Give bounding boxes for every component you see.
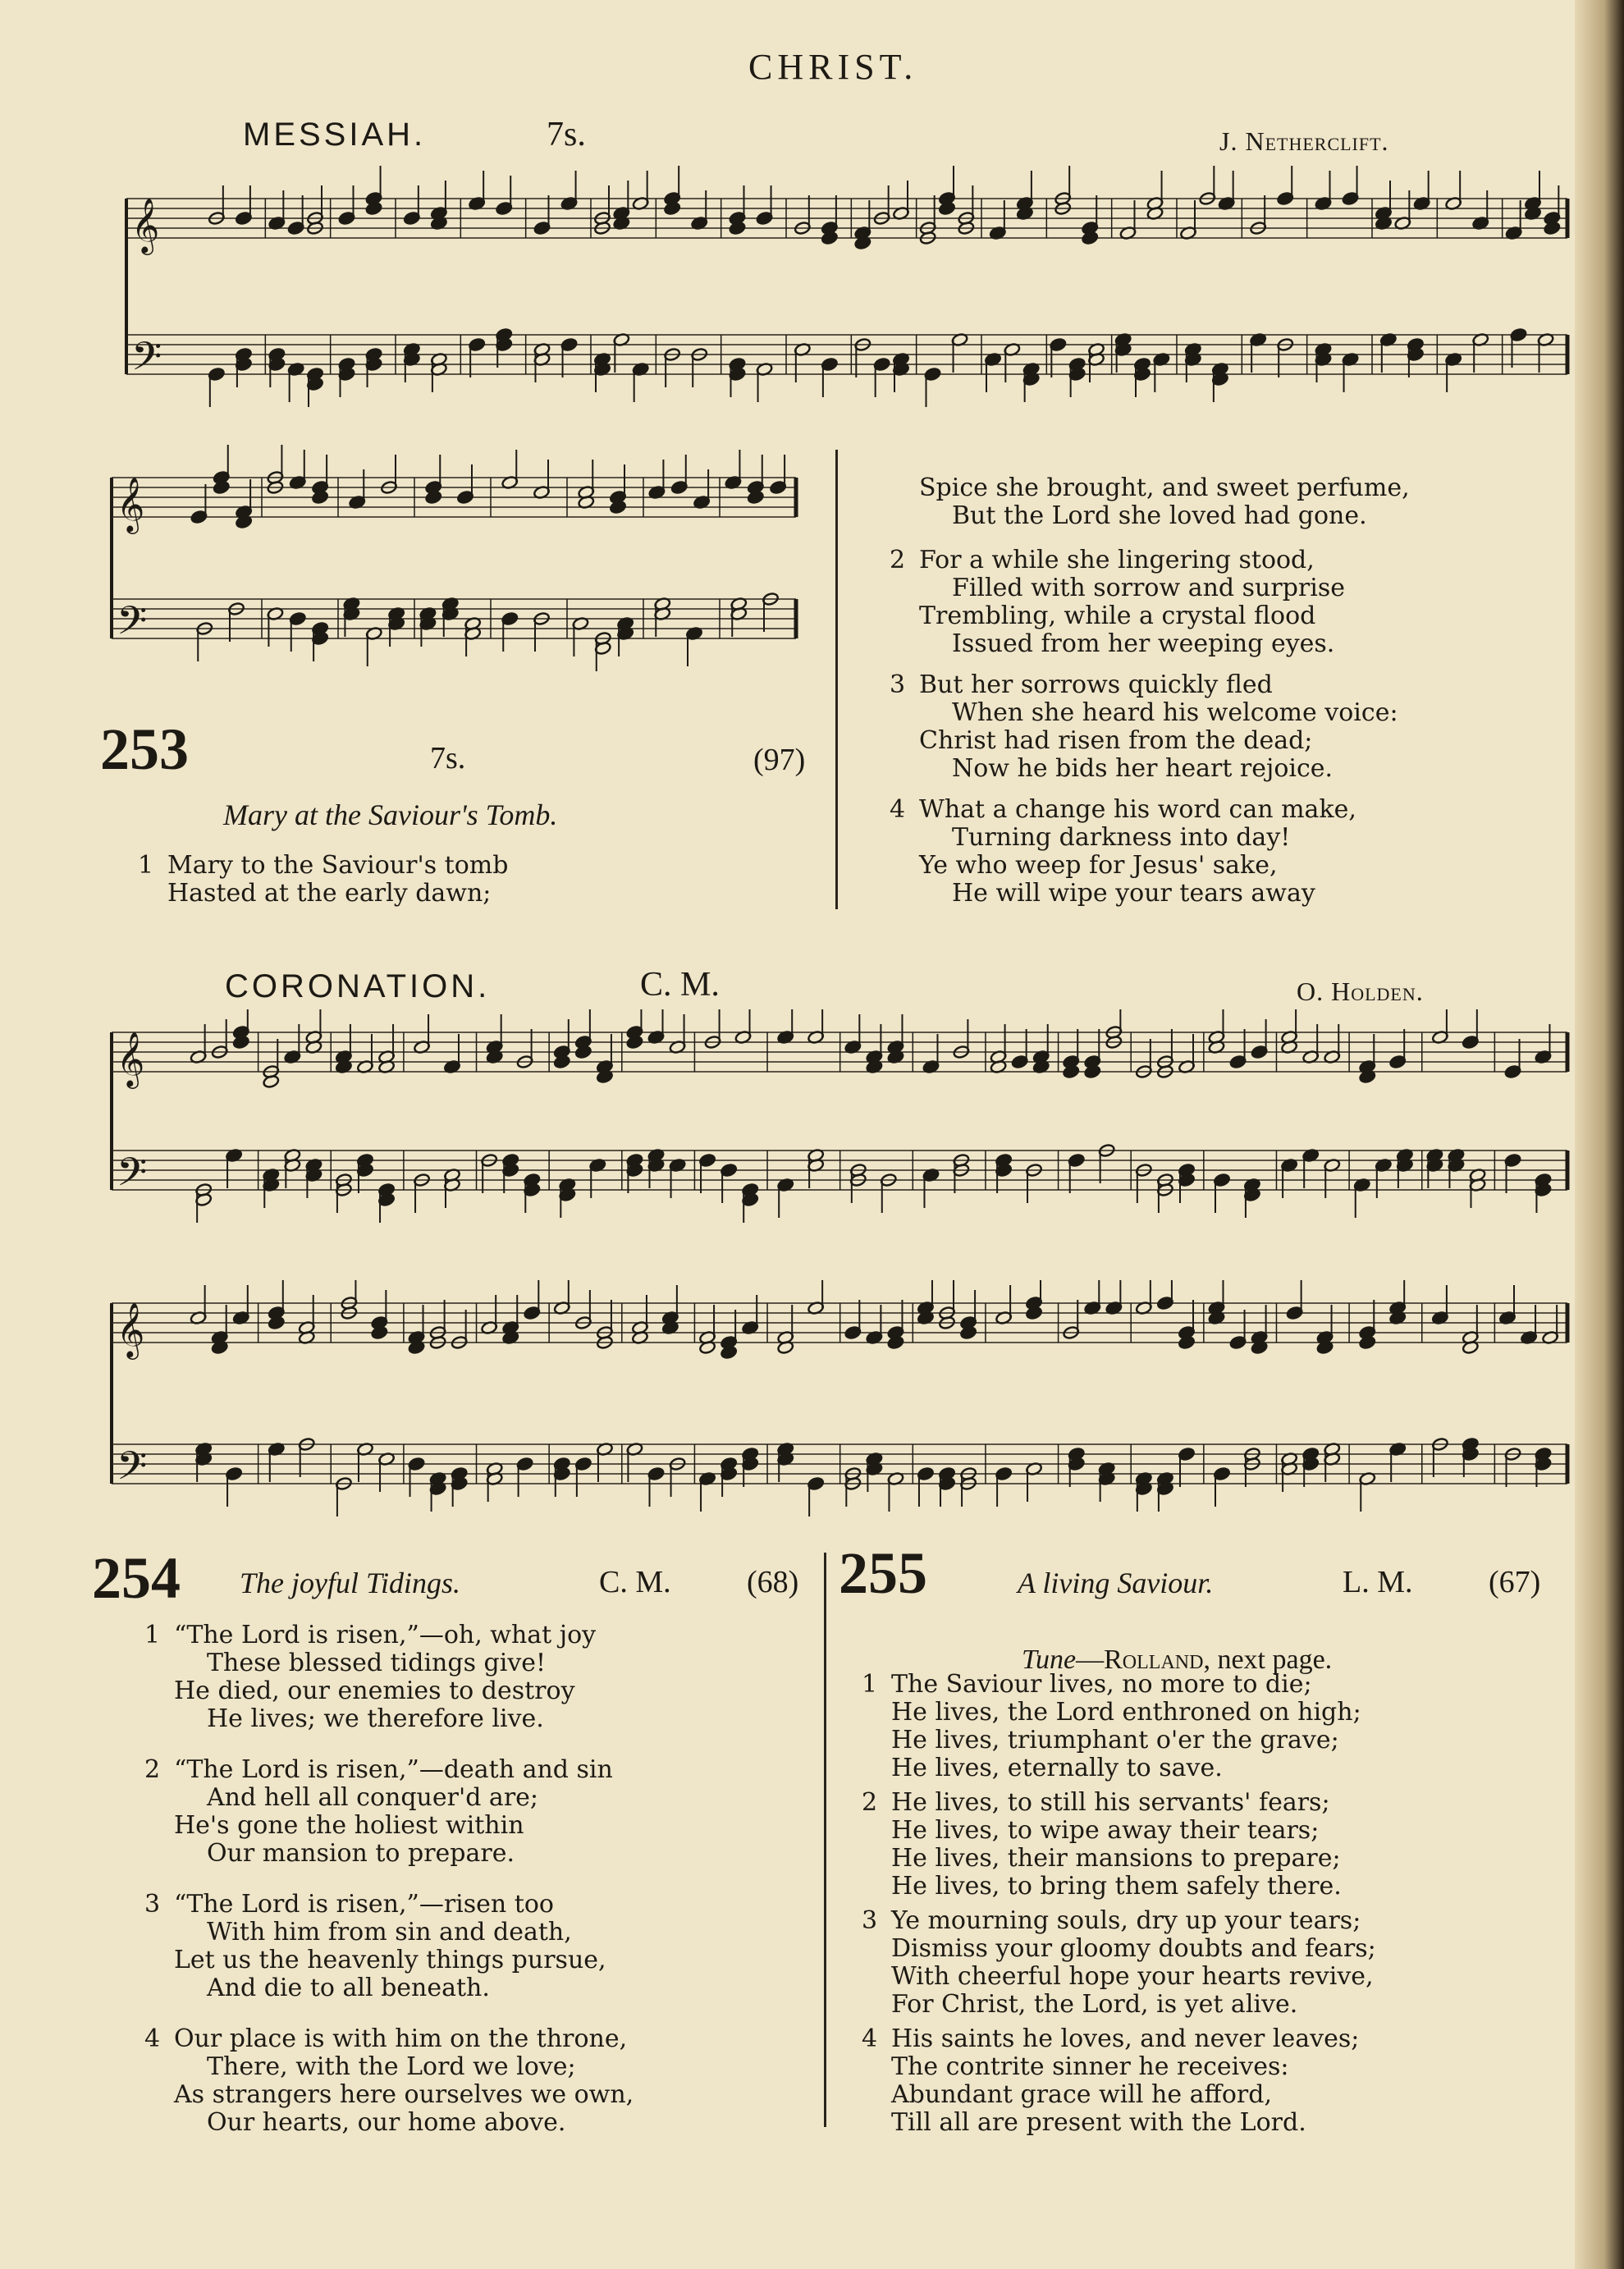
- svg-text:𝄞: 𝄞: [117, 1031, 145, 1086]
- hymn-title-253: Mary at the Saviour's Tomb.: [223, 798, 558, 831]
- messiah-system-2: [112, 445, 796, 671]
- verse-255-4: [862, 2025, 1584, 2137]
- tune-meter-coronation: C. M.: [640, 966, 720, 1004]
- verse-254-1: [144, 1622, 817, 1733]
- verse-line: And die to all beneath.: [207, 1974, 490, 2002]
- verse-line: When she heard his welcome voice:: [952, 698, 1398, 727]
- messiah-system-1: [126, 166, 1567, 407]
- column-divider-upper: [835, 450, 838, 909]
- verse-number: 2: [890, 546, 906, 574]
- verse-253-2: [890, 547, 1546, 658]
- tune-meter-messiah: 7s.: [547, 116, 586, 153]
- verse-number: 2: [144, 1755, 161, 1784]
- verse-line: He died, our enemies to destroy: [174, 1677, 575, 1705]
- tune-title-coronation: CORONATION.: [225, 968, 491, 1004]
- verse-line: Our mansion to prepare.: [207, 1839, 515, 1868]
- hymn-title-254: The joyful Tidings.: [240, 1567, 461, 1599]
- verse-255-3: [862, 1907, 1584, 2019]
- svg-text:𝄢: 𝄢: [117, 1149, 148, 1205]
- verse-line: Ye who weep for Jesus' sake,: [919, 851, 1278, 880]
- verse-line: Turning darkness into day!: [952, 823, 1291, 852]
- verse-number: 1: [138, 851, 154, 880]
- verse-line: Our hearts, our home above.: [207, 2108, 566, 2137]
- verse-line: Let us the heavenly things pursue,: [174, 1946, 606, 1974]
- verse-line: He lives, to wipe away their tears;: [891, 1816, 1320, 1845]
- hymn-meter-255: L. M.: [1343, 1565, 1413, 1599]
- music-score-messiah-ending: [107, 443, 812, 689]
- verse-line: He lives; we therefore live.: [207, 1704, 544, 1733]
- verse-line: These blessed tidings give!: [207, 1649, 547, 1677]
- tune-reference-255: [1008, 1613, 1332, 1676]
- verse-line: With cheerful hope your hearts revive,: [891, 1962, 1374, 1991]
- verse-line: Dismiss your gloomy doubts and fears;: [891, 1934, 1376, 1963]
- verse-line: What a change his word can make,: [919, 795, 1356, 824]
- music-score-messiah: [107, 164, 1584, 435]
- verse-line: There, with the Lord we love;: [207, 2052, 576, 2081]
- verse-line: And hell all conquer'd are;: [207, 1783, 539, 1812]
- svg-text:𝄢: 𝄢: [131, 333, 162, 389]
- hymn-number-255: 255: [839, 1540, 927, 1606]
- verse-line: Filled with sorrow and surprise: [952, 574, 1345, 602]
- section-title: CHRIST.: [748, 47, 918, 87]
- verse-line: As strangers here ourselves we own,: [174, 2080, 634, 2109]
- verse-253-1-cont: [890, 474, 1546, 530]
- verse-253-1: [138, 852, 827, 908]
- hymn-ref-255: (67): [1489, 1565, 1541, 1599]
- hymn-number-253: 253: [100, 716, 189, 782]
- verse-255-2: [862, 1789, 1584, 1901]
- verse-line: He lives, the Lord enthroned on high;: [891, 1698, 1361, 1727]
- verse-254-3: [144, 1891, 817, 2002]
- verse-line: The contrite sinner he receives:: [891, 2052, 1289, 2081]
- hymn-meter-253: 7s.: [430, 741, 466, 775]
- verse-254-4: [144, 2025, 817, 2137]
- verse-line: Christ had risen from the dead;: [919, 726, 1313, 755]
- verse-line: Now he bids her heart rejoice.: [952, 754, 1334, 783]
- verse-line: For a while she lingering stood,: [919, 546, 1315, 574]
- tune-composer-messiah: J. Netherclift.: [1219, 126, 1389, 156]
- hymn-ref-254: (68): [747, 1565, 799, 1599]
- verse-line: Trembling, while a crystal flood: [919, 602, 1316, 630]
- verse-line: He lives, to still his servants' fears;: [891, 1788, 1330, 1817]
- verse-number: 4: [144, 2024, 161, 2053]
- verse-line: But the Lord she loved had gone.: [952, 501, 1367, 530]
- verse-line: “The Lord is risen,”—risen too: [174, 1890, 554, 1919]
- tune-title-messiah: MESSIAH.: [243, 117, 427, 153]
- music-score-coronation-system-1: [107, 1009, 1584, 1256]
- tune-suffix: , next page.: [1203, 1645, 1333, 1675]
- verse-line: Spice she brought, and sweet perfume,: [919, 473, 1410, 502]
- tune-label: Tune: [1022, 1645, 1077, 1675]
- verse-number: 3: [862, 1906, 878, 1935]
- verse-line: Till all are present with the Lord.: [891, 2108, 1306, 2137]
- hymn-ref-253: (97): [753, 743, 806, 777]
- verse-number: 4: [862, 2024, 878, 2053]
- verse-line: He lives, triumphant o'er the grave;: [891, 1726, 1339, 1754]
- verse-line: Issued from her weeping eyes.: [952, 629, 1335, 658]
- hymn-title-255: A living Saviour.: [1018, 1567, 1214, 1599]
- music-score-coronation-system-2: [107, 1280, 1584, 1543]
- verse-line: “The Lord is risen,”—oh, what joy: [174, 1621, 597, 1649]
- column-divider-lower: [824, 1553, 826, 2127]
- hymn-meter-254: C. M.: [599, 1565, 671, 1599]
- verse-line: He lives, their mansions to prepare;: [891, 1844, 1341, 1873]
- verse-253-4: [890, 796, 1546, 908]
- tune-composer-coronation: O. Holden.: [1297, 977, 1424, 1006]
- svg-text:𝄢: 𝄢: [117, 1443, 148, 1498]
- coronation-system-2: [112, 1280, 1567, 1516]
- svg-text:𝄞: 𝄞: [131, 197, 160, 253]
- verse-255-1: [862, 1671, 1584, 1782]
- verse-line: Mary to the Saviour's tomb: [167, 851, 509, 880]
- verse-number: 1: [862, 1670, 878, 1699]
- verse-number: 3: [144, 1890, 161, 1919]
- verse-line: With him from sin and death,: [207, 1918, 572, 1946]
- verse-line: The Saviour lives, no more to die;: [891, 1670, 1312, 1699]
- svg-text:𝄞: 𝄞: [117, 476, 145, 532]
- verse-number: 1: [144, 1621, 161, 1649]
- verse-line: He lives, eternally to save.: [891, 1754, 1223, 1782]
- verse-253-3: [890, 671, 1546, 783]
- verse-line: He will wipe your tears away: [952, 879, 1315, 908]
- verse-number: 2: [862, 1788, 878, 1817]
- verse-line: “The Lord is risen,”—death and sin: [174, 1755, 613, 1784]
- tune-name: Rolland: [1104, 1645, 1204, 1675]
- verse-line: His saints he loves, and never leaves;: [891, 2024, 1360, 2053]
- verse-number: 4: [890, 795, 906, 824]
- verse-line: He lives, to bring them safely there.: [891, 1872, 1342, 1901]
- verse-line: Ye mourning souls, dry up your tears;: [891, 1906, 1361, 1935]
- verse-number: 3: [890, 670, 906, 699]
- hymn-number-254: 254: [92, 1545, 181, 1611]
- verse-line: He's gone the holiest within: [174, 1811, 524, 1840]
- verse-254-2: [144, 1756, 817, 1868]
- coronation-system-1: [112, 1009, 1567, 1223]
- svg-text:𝄞: 𝄞: [117, 1301, 145, 1357]
- verse-line: Hasted at the early dawn;: [167, 879, 492, 908]
- verse-line: Abundant grace will he afford,: [891, 2080, 1272, 2109]
- verse-line: Our place is with him on the throne,: [174, 2024, 628, 2053]
- verse-line: For Christ, the Lord, is yet alive.: [891, 1990, 1298, 2019]
- tune-dash: —: [1076, 1645, 1105, 1675]
- verse-line: But her sorrows quickly fled: [919, 670, 1273, 699]
- svg-text:𝄢: 𝄢: [117, 597, 148, 653]
